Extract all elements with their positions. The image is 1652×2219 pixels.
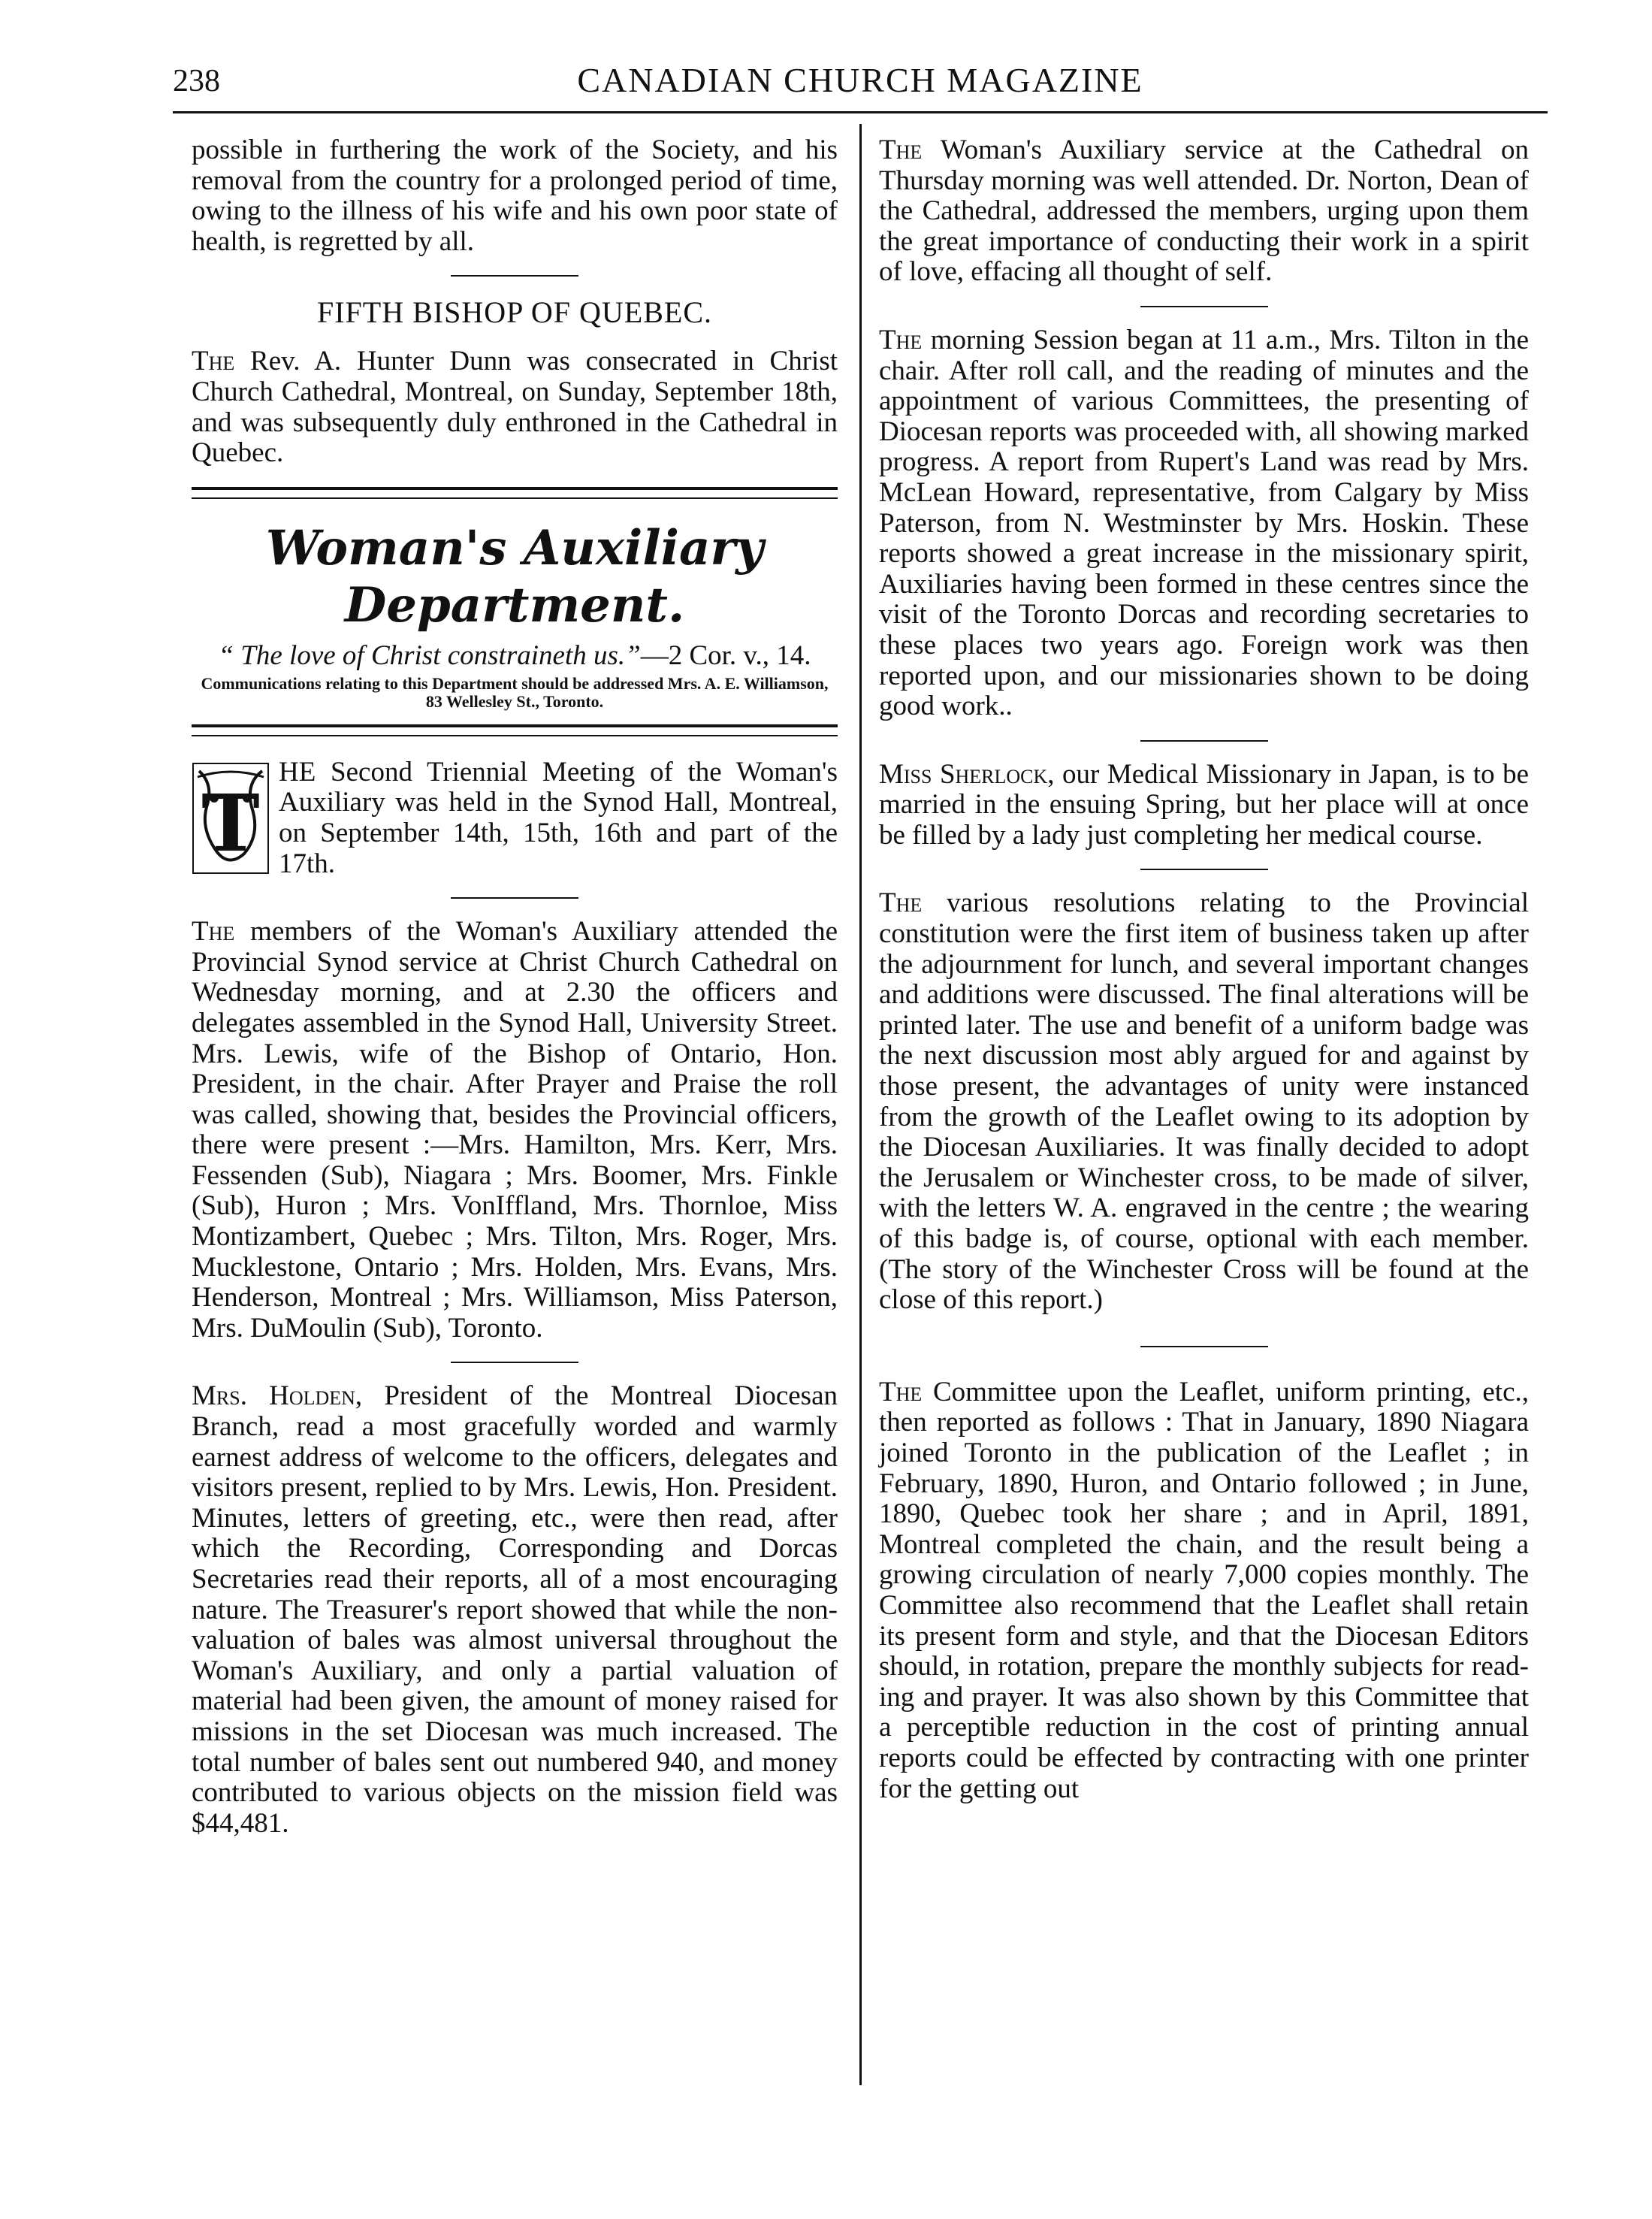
paragraph-text: Committee upon the Leaflet, uniform printing, etc., then reported as follows : That in January, 1890 Niagara joined Toronto in the publication of the Leaflet ; in February, 1890, Huron, and Ontario followed ; in June, 1890, Quebec took her share ; and in April, 1891, Montreal completed the chain, and the result being a growing circulation of nearly 7,000 copies monthly. The Committee also recommend that the Leaflet shall retain its present form and style, and that the Diocesan Editors should, in rotation, prepare the monthly subjects for reading and prayer. It was also shown by this Committee that a perceptible reduction in the cost of printing annual reports could be effected by contracting with one printer for the getting out <box>879 1376 1529 1804</box>
section-rule <box>451 897 578 899</box>
lead-word: Miss Sherlock, <box>879 758 1055 790</box>
paragraph: possible in furthering the work of the Society, and his removal from the country for a prolonged period of time, owing to the illness of his wife and his own poor state of health, is regretted by all. <box>192 135 838 257</box>
section-rule <box>451 275 578 277</box>
lead-word: The <box>192 346 235 377</box>
paragraph-text: various resolutions relating to the Provincial constitution were the first item of business taken up after the adjournment for lunch, and several important changes and additions were discussed. The final alterations will be printed later. The use and benefit of a uniform badge was the next discussion most ably argued for and against by those present, the advantages of unity were instanced from the growth of the Leaflet owing to its adoption by the Diocesan Auxiliaries. It was finally decided to adopt the Jerusalem or Winchester cross, to be made of silver, with the letters W. A. engraved in the centre ; the wearing of this badge is, of course, optional with each member. (The story of the Winchester Cross will be found at the close of this report.) <box>879 887 1529 1316</box>
department-note: Communications relating to this Department should be addressed Mrs. A. E. Williamson, 83 Wellesley St., Toronto. <box>201 673 829 711</box>
lead-word: Mrs. Holden, <box>192 1380 363 1412</box>
paragraph-text: members of the Woman's Auxiliary attended the Provincial Synod service at Christ Church Cathedral on Wednesday morning, and at 2.30 the officers and delegates assembled in the Synod Hall, University Street. Mrs. Lewis, wife of the Bishop of Ontario, Hon. President, in the chair. After Prayer and Praise the roll was called, showing that, besides the Provincial officers, there were present :—Mrs. Hamilton, Mrs. Kerr, Mrs. Fessenden (Sub), Niagara ; Mrs. Boomer, Mrs. Finkle (Sub), Huron ; Mrs. VonIffland, Mrs. Thornloe, Miss Montizambert, Quebec ; Mrs. Tilton, Mrs. Roger, Mrs. Mucklestone, Ontario ; Mrs. Holden, Mrs. Evans, Mrs. Henderson, Montreal ; Mrs. Williamson, Miss Paterson, Mrs. DuMoulin (Sub), Toronto. <box>192 916 838 1344</box>
paragraph <box>879 760 1529 851</box>
paragraph <box>879 325 1529 722</box>
section-rule <box>1140 306 1268 307</box>
section-rule <box>451 1362 578 1363</box>
lead-word: The <box>192 916 235 948</box>
motto-quote: “ The love of Christ constraineth us.” <box>218 639 641 671</box>
paragraph-text: our Medical Missionary in Japan, is to be married in the ensuing Spring, but her place will at once be filled by a lady just completing her medical course. <box>879 758 1529 851</box>
opening-paragraph <box>192 757 838 879</box>
paragraph <box>879 135 1529 288</box>
page-number: 238 <box>173 64 220 98</box>
right-column <box>879 135 1529 1804</box>
paragraph <box>192 917 838 1344</box>
motto-reference: —2 Cor. v., 14. <box>640 639 811 671</box>
magazine-title: CANADIAN CHURCH MAGAZINE <box>577 61 1143 99</box>
motto <box>192 640 838 672</box>
department-title: Woman's Auxiliary Department. <box>265 519 764 633</box>
paragraph-text: Rev. A. Hunter Dunn was consecrated in Christ Church Cathedral, Montreal, on Sunday, September 18th, and was subsequently duly enthroned in the Cathedral in Quebec. <box>192 346 838 469</box>
paragraph-text: Woman's Auxiliary service at the Cathedral on Thursday morning was well attended. Dr. Norton, Dean of the Cathedral, addressed the members, urging upon them the great importance of conducting their work in a spirit of love, effacing all thought of self. <box>879 135 1529 288</box>
paragraph-text: HE Second Triennial Meeting of the Woman's Auxiliary was held in the Synod Hall, Montreal, on September 14th, 15th, 16th and part of the 17th. <box>279 756 838 879</box>
page-header <box>173 57 1548 117</box>
double-rule <box>192 724 838 736</box>
paragraph-text: President of the Montreal Diocesan Branch, read a most gracefully worded and warmly earnest address of welcome to the officers, delegates and visitors present, replied to by Mrs. Lewis, Hon. President. Minutes, letters of greeting, etc., were then read, after which the Recording, Corresponding and Dorcas Secretaries read their reports, all of a most encouraging nature. The Treasurer's report showed that while the non-valuation of bales was almost universal throughout the Woman's Auxiliary, and only a partial valuation of material had been given, the amount of money raised for missions in the set Diocesan was much increased. The total number of bales sent out numbered 940, and money contributed to various objects on the mission field was $44,481. <box>192 1380 838 1839</box>
paragraph <box>192 1381 838 1839</box>
section-rule <box>1140 869 1268 870</box>
paragraph-text: morning Session began at 11 a.m., Mrs. Tilton in the chair. After roll call, and the reading of minutes and the appointment of various Committees, the presenting of Diocesan reports was proceeded with, all showing marked progress. A report from Rupert's Land was read by Mrs. McLean Howard, representative, from Calgary by Miss Paterson, from N. Westminster by Mrs. Hoskin. These reports showed a great increase in the missionary spirit, Auxiliaries having been formed in these centres since the visit of the Toronto Dorcas and recording secretaries to these places two years ago. Foreign work was then reported upon, and our missionaries shown to be doing good work.. <box>879 324 1529 722</box>
header-rule <box>173 111 1548 113</box>
paragraph <box>192 346 838 468</box>
ornamental-dropcap-icon <box>192 762 270 875</box>
paragraph <box>879 888 1529 1315</box>
section-heading: FIFTH BISHOP OF QUEBEC. <box>316 295 713 330</box>
lead-word: The <box>879 135 923 165</box>
lead-word: The <box>879 324 923 355</box>
paragraph <box>879 1377 1529 1804</box>
left-column <box>192 135 838 1839</box>
lead-word: The <box>879 887 923 919</box>
double-rule <box>192 487 838 499</box>
section-rule <box>1140 1346 1268 1347</box>
lead-word: The <box>879 1376 923 1407</box>
dropcap-letter: T <box>201 776 260 869</box>
column-divider <box>859 124 862 2085</box>
section-rule <box>1140 740 1268 742</box>
